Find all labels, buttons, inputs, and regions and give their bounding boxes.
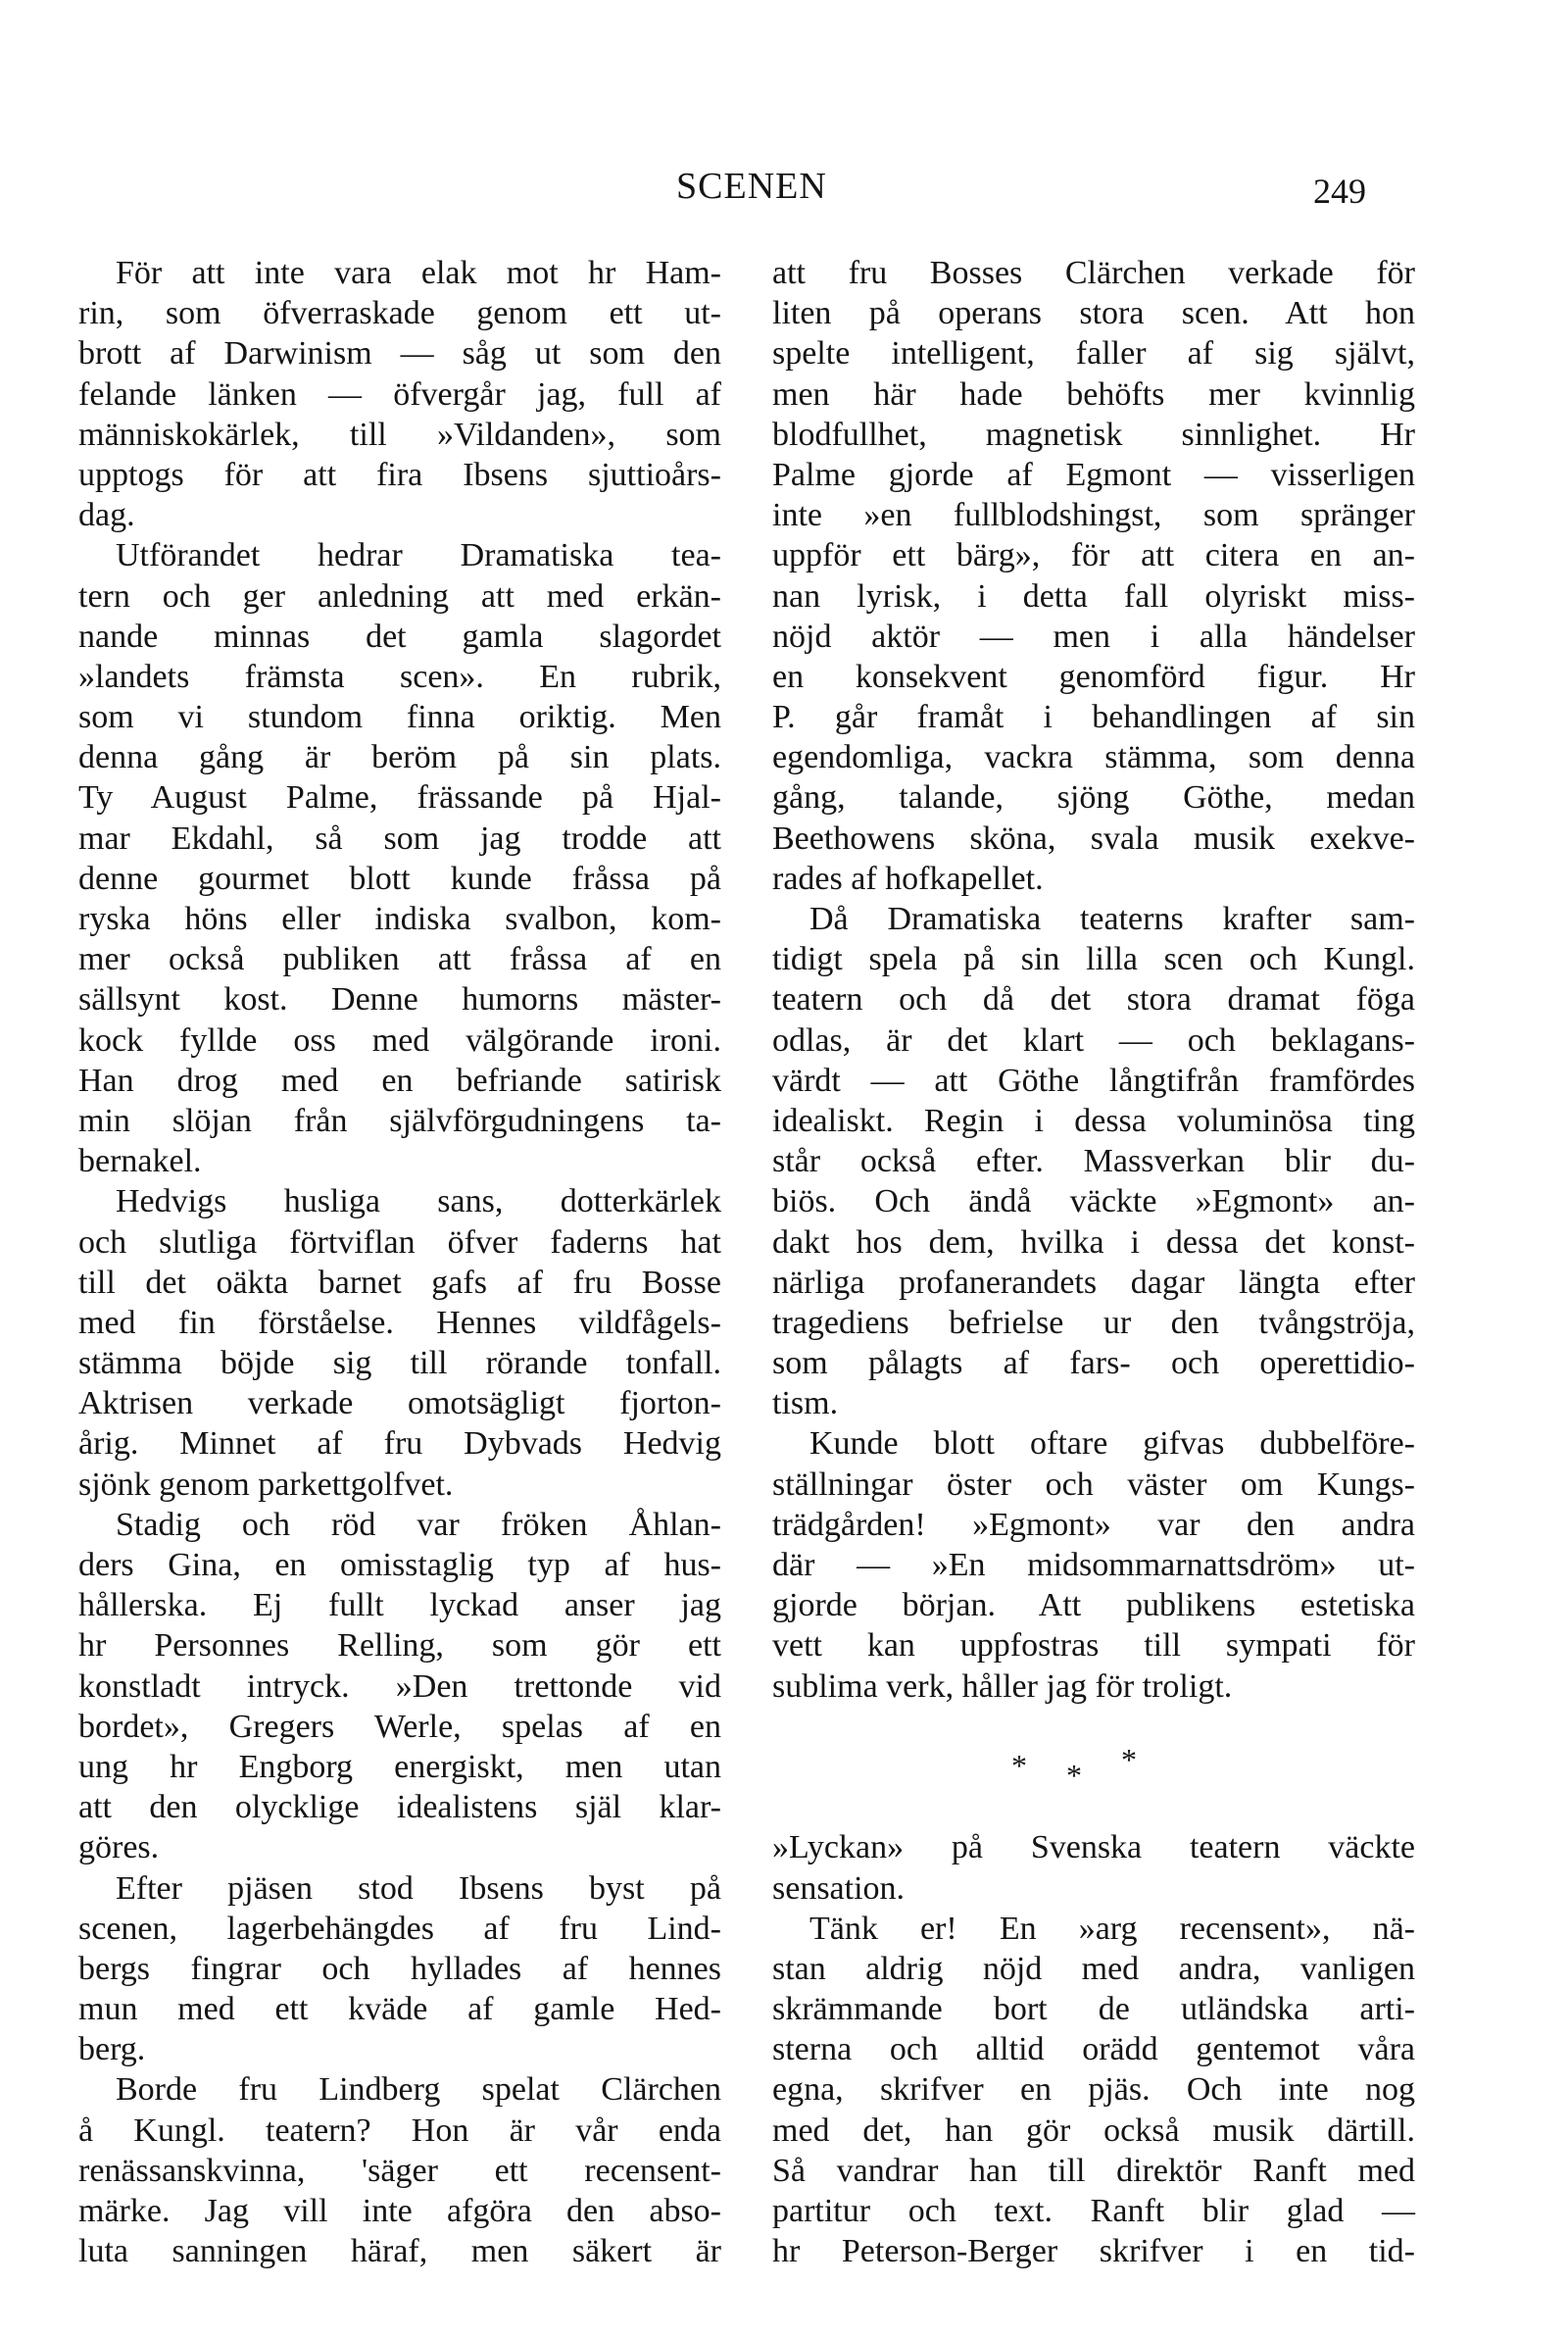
- asterism-star: *: [1011, 1747, 1027, 1783]
- text-line: sterna och alltid orädd gentemot våra: [772, 2031, 1415, 2068]
- text-line: felande länken — öfvergår jag, full af: [78, 375, 721, 413]
- asterism-star: *: [1121, 1741, 1137, 1777]
- text-line: Utförandet hedrar Dramatiska tea-: [116, 537, 721, 574]
- text-line: sjönk genom parkettgolfvet.: [78, 1466, 454, 1503]
- text-line: ställningar öster och väster om Kungs-: [772, 1466, 1415, 1503]
- text-line: sällsynt kost. Denne humorns mäster-: [78, 981, 721, 1019]
- text-line: med det, han gör också musik därtill.: [772, 2112, 1415, 2149]
- text-line: stämma böjde sig till rörande tonfall.: [78, 1345, 721, 1382]
- text-line: Han drog med en befriande satirisk: [78, 1062, 721, 1099]
- text-line: biös. Och ändå väckte »Egmont» an-: [772, 1183, 1415, 1220]
- text-line: skrämmande bort de utländska arti-: [772, 1991, 1415, 2028]
- text-line: där — »En midsommarnattsdröm» ut-: [772, 1547, 1415, 1583]
- asterism-star: *: [1066, 1757, 1082, 1793]
- running-head: [0, 165, 1568, 214]
- text-line: mun med ett kväde af gamle Hed-: [78, 1991, 721, 2028]
- text-line: hr Personnes Relling, som gör ett: [78, 1627, 721, 1665]
- text-line: nan lyrisk, i detta fall olyriskt miss-: [772, 577, 1415, 615]
- text-line: hr Peterson-Berger skrifver i en tid-: [772, 2233, 1415, 2270]
- text-line: att fru Bosses Clärchen verkade för: [772, 255, 1415, 291]
- text-line: P. går framåt i behandlingen af sin: [772, 699, 1415, 736]
- text-line: Stadig och röd var fröken Åhlan-: [116, 1506, 721, 1543]
- text-line: konstladt intryck. »Den trettonde vid: [78, 1667, 721, 1705]
- text-line: till det oäkta barnet gafs af fru Bosse: [78, 1264, 721, 1301]
- text-line: rin, som öfverraskade genom ett ut-: [78, 295, 721, 332]
- text-line: Kunde blott oftare gifvas dubbelföre-: [809, 1425, 1415, 1463]
- text-line: egna, skrifver en pjäs. Och inte nog: [772, 2071, 1415, 2109]
- text-line: »Lyckan» på Svenska teatern väckte: [772, 1829, 1415, 1866]
- text-line: nande minnas det gamla slagordet: [78, 618, 721, 655]
- text-line: Palme gjorde af Egmont — visserligen: [772, 456, 1415, 493]
- text-line: värdt — att Göthe långtifrån framfördes: [772, 1062, 1415, 1099]
- text-line: och slutliga förtviflan öfver faderns hat: [78, 1223, 721, 1261]
- text-line: blodfullhet, magnetisk sinnlighet. Hr: [772, 416, 1415, 453]
- text-line: upptogs för att fira Ibsens sjuttioårs-: [78, 456, 721, 493]
- text-line: idealiskt. Regin i dessa voluminösa ting: [772, 1102, 1415, 1139]
- text-line: gjorde början. Att publikens estetiska: [772, 1587, 1415, 1624]
- right-column: [772, 253, 1415, 2271]
- text-line: Så vandrar han till direktör Ranft med: [772, 2152, 1415, 2189]
- text-line: hållerska. Ej fullt lyckad anser jag: [78, 1587, 721, 1624]
- text-line: närliga profanerandets dagar längta efter: [772, 1264, 1415, 1301]
- text-line: »landets främsta scen». En rubrik,: [78, 658, 721, 695]
- text-line: tragediens befrielse ur den tvångströja,: [772, 1304, 1415, 1341]
- text-line: dag.: [78, 497, 135, 534]
- text-line: brott af Darwinism — såg ut som den: [78, 335, 721, 373]
- text-line: ung hr Engborg energiskt, men utan: [78, 1748, 721, 1785]
- text-line: För att inte vara elak mot hr Ham-: [116, 255, 721, 291]
- text-line: inte »en fullblodshingst, som spränger: [772, 497, 1415, 534]
- text-line: gång, talande, sjöng Göthe, medan: [772, 779, 1415, 817]
- text-line: partitur och text. Ranft blir glad —: [772, 2193, 1415, 2230]
- text-line: egendomliga, vackra stämma, som denna: [772, 739, 1415, 776]
- text-line: Ty August Palme, frässande på Hjal-: [78, 779, 721, 817]
- text-line: rades af hofkapellet.: [772, 860, 1044, 897]
- text-line: mer också publiken att fråssa af en: [78, 941, 721, 978]
- text-line: tism.: [772, 1385, 839, 1422]
- text-line: tern och ger anledning att med erkän-: [78, 577, 721, 615]
- text-line: årig. Minnet af fru Dybvads Hedvig: [78, 1425, 721, 1463]
- right-column-top: [772, 253, 1415, 1707]
- text-line: dakt hos dem, hvilka i dessa det konst-: [772, 1223, 1415, 1261]
- text-line: att den olycklige idealistens själ klar-: [78, 1789, 721, 1826]
- text-line: teatern och då det stora dramat föga: [772, 981, 1415, 1019]
- text-line: göres.: [78, 1829, 160, 1866]
- text-line: märke. Jag vill inte afgöra den abso-: [78, 2193, 721, 2229]
- running-title: SCENEN: [676, 166, 827, 207]
- text-line: ders Gina, en omisstaglig typ af hus-: [78, 1547, 721, 1583]
- text-line: Tänk er! En »arg recensent», nä-: [809, 1910, 1415, 1947]
- page-number: 249: [1313, 172, 1366, 211]
- text-line: Efter pjäsen stod Ibsens byst på: [116, 1869, 721, 1907]
- text-line: Då Dramatiska teaterns krafter sam-: [809, 901, 1415, 937]
- text-line: människokärlek, till »Vildanden», som: [78, 416, 721, 453]
- text-line: å Kungl. teatern? Hon är vår enda: [78, 2112, 721, 2149]
- right-column-bottom: [772, 1827, 1415, 2271]
- text-line: sensation.: [772, 1869, 906, 1907]
- text-line: odlas, är det klart — och beklagans-: [772, 1021, 1415, 1059]
- text-line: som pålagts af fars- och operettidio-: [772, 1345, 1415, 1382]
- text-line: Borde fru Lindberg spelat Clärchen: [116, 2071, 721, 2109]
- text-line: uppför ett bärg», för att citera en an-: [772, 537, 1415, 574]
- text-line: som vi stundom finna oriktig. Men: [78, 699, 721, 736]
- text-line: står också efter. Massverkan blir du-: [772, 1143, 1415, 1180]
- text-line: nöjd aktör — men i alla händelser: [772, 618, 1415, 655]
- text-line: kock fyllde oss med välgörande ironi.: [78, 1021, 721, 1059]
- text-line: Hedvigs husliga sans, dotterkärlek: [116, 1183, 721, 1220]
- text-line: med fin förståelse. Hennes vildfågels-: [78, 1304, 721, 1341]
- text-line: bernakel.: [78, 1143, 202, 1180]
- asterism: [772, 1707, 1415, 1828]
- text-line: denna gång är beröm på sin plats.: [78, 739, 721, 776]
- text-line: denne gourmet blott kunde fråssa på: [78, 860, 721, 897]
- left-column: [78, 253, 721, 2271]
- text-line: mar Ekdahl, så som jag trodde att: [78, 820, 721, 857]
- text-line: stan aldrig nöjd med andra, vanligen: [772, 1950, 1415, 1987]
- text-line: en konsekvent genomförd figur. Hr: [772, 658, 1415, 695]
- text-line: sublima verk, håller jag för troligt.: [772, 1667, 1233, 1705]
- text-line: scenen, lagerbehängdes af fru Lind-: [78, 1910, 721, 1947]
- text-line: berg.: [78, 2031, 146, 2068]
- text-line: Beethowens sköna, svala musik exekve-: [772, 820, 1415, 857]
- text-line: vett kan uppfostras till sympati för: [772, 1627, 1415, 1665]
- text-line: liten på operans stora scen. Att hon: [772, 295, 1415, 332]
- text-line: luta sanningen häraf, men säkert är: [78, 2233, 721, 2270]
- text-line: bergs fingrar och hyllades af hennes: [78, 1950, 721, 1987]
- text-line: renässanskvinna, 'säger ett recensent-: [78, 2152, 721, 2189]
- text-line: trädgården! »Egmont» var den andra: [772, 1506, 1415, 1543]
- text-line: Aktrisen verkade omotsägligt fjorton-: [78, 1385, 721, 1422]
- text-line: bordet», Gregers Werle, spelas af en: [78, 1708, 721, 1745]
- text-line: tidigt spela på sin lilla scen och Kungl.: [772, 941, 1415, 978]
- text-line: min slöjan från självförgudningens ta-: [78, 1102, 721, 1139]
- text-line: spelte intelligent, faller af sig självt,: [772, 335, 1415, 373]
- text-line: ryska höns eller indiska svalbon, kom-: [78, 901, 721, 937]
- text-line: men här hade behöfts mer kvinnlig: [772, 375, 1415, 413]
